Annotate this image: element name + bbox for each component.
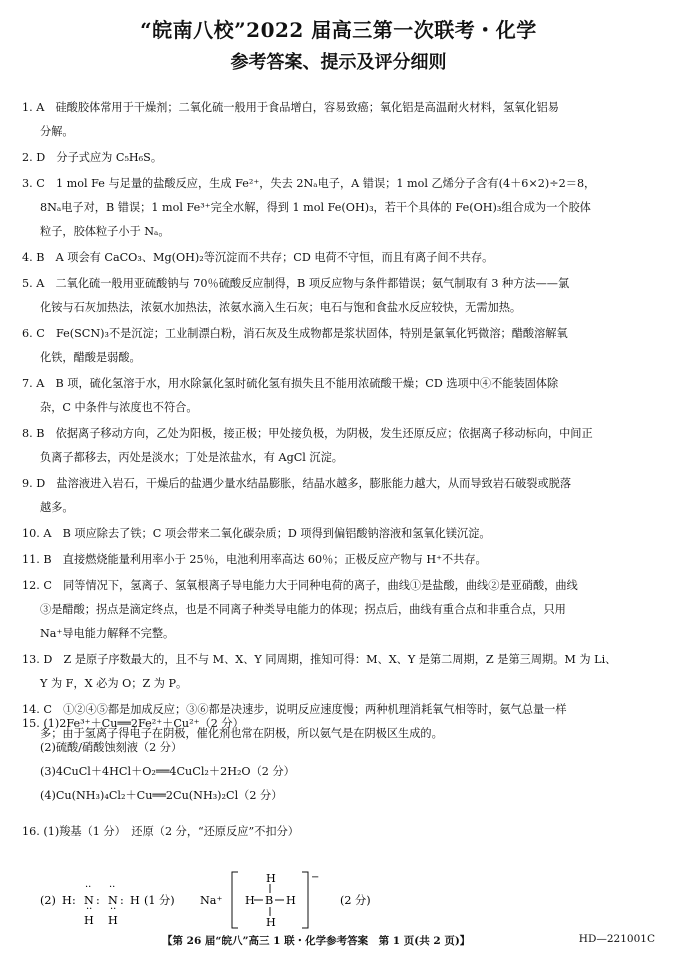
pair-dots: : — [120, 894, 124, 907]
answer-line: 8. B 依据离子移动方向，乙处为阳极，接正极；甲处接负极，为阴极，发生还原反应；依据离子移动标向，中间正 — [22, 427, 593, 440]
answer-line: ③是醋酸；拐点是滴定终点，也是不同离子种类导电能力的体现；拐点后，曲线有重合点和非重合点，只用 — [40, 603, 566, 616]
answer-item — [22, 96, 656, 144]
answer-line: 负离子都移去，丙处是淡水；丁处是浓盐水，有 AgCl 沉淀。 — [40, 451, 343, 464]
answer-line: 2. D 分子式应为 C₅H₆S。 — [22, 151, 163, 164]
bond-pair: ·· — [110, 904, 117, 915]
q15-part3: (3)4CuCl＋4HCl＋O₂══4CuCl₂＋2H₂O（2 分） — [40, 765, 295, 778]
answer-line: 9. D 盐溶液进入岩石，干燥后的盐遇少量水结晶膨胀，结晶水越多，膨胀能力越大，从而导致岩石破裂或脱落 — [22, 477, 572, 490]
answer-line: 14. C ①②④⑤都是加成反应；③⑥都是决速步，说明反应速度慢；两种机理消耗氧气相等时，氨气总量一样 — [22, 703, 567, 716]
answer-item — [22, 472, 656, 520]
bracket-right — [302, 872, 308, 928]
answer-line: 7. A B 项，硫化氢溶于水，用水除氯化氢时硫化氢有损失且不能用浓硫酸干燥；CD 选项中④不能装固体除 — [22, 377, 559, 390]
q16-score-2: (2 分) — [340, 894, 371, 907]
atom-h-left-b: H — [245, 894, 255, 907]
atom-h-right-b: H — [286, 894, 296, 907]
q16-score-1: (1 分) — [144, 894, 175, 907]
atom-n-2: N — [108, 894, 118, 907]
answer-line: 化铵与石灰加热法，浓氨水加热法，浓氨水滴入生石灰；电石与饱和食盐水反应较快，无需加热。 — [40, 301, 522, 314]
q16-part2-prefix: (2) — [40, 894, 56, 907]
atom-n-1: N — [84, 894, 94, 907]
atom-h-bottom-2: H — [108, 914, 118, 927]
answer-item — [22, 422, 656, 470]
atom-h-top: H — [266, 872, 276, 885]
answer-line: 4. B A 项会有 CaCO₃、Mg(OH)₂等沉淀而不共存；CD 电荷不守恒，而且有离子间不共存。 — [22, 251, 494, 264]
answer-line: Na⁺导电能力解释不完整。 — [40, 627, 175, 640]
answer-item — [22, 372, 656, 420]
answer-item — [22, 172, 656, 244]
answer-item — [22, 322, 656, 370]
lone-pair: ·· — [85, 882, 92, 893]
atom-h-bottom-1: H — [84, 914, 94, 927]
q15-part2: (2)硫酸/硝酸蚀刻液（2 分） — [40, 741, 183, 754]
answer-item — [22, 522, 656, 546]
page-title: “皖南八校”2022 届高三第一次联考・化学 — [140, 18, 537, 42]
answer-item — [22, 246, 656, 270]
answer-line: 5. A 二氧化硫一般用亚硫酸钠与 70％硫酸反应制得，B 项反应物与条件都错误；氨气制取有 3 种方法——氯 — [22, 277, 570, 290]
answer-line: 多；由于氢离子得电子在阴极，催化剂也常在阴极，所以氨气是在阴极区生成的。 — [40, 727, 443, 740]
answer-line: Y 为 F，X 必为 O；Z 为 P。 — [40, 677, 188, 690]
answer-item — [22, 648, 656, 696]
bond-pair: ·· — [86, 904, 93, 915]
q15-part1: 15. (1)2Fe³⁺＋Cu══2Fe²⁺＋Cu²⁺（2 分） — [22, 717, 244, 730]
lewis-structure-diagram — [40, 870, 400, 930]
answer-item — [22, 272, 656, 320]
answer-line: 越多。 — [40, 501, 74, 514]
atom-h-left: H — [62, 894, 72, 907]
answer-item — [22, 548, 656, 572]
answer-item — [22, 574, 656, 646]
answer-line: 粒子，胶体粒子小于 Nₐ。 — [40, 225, 170, 238]
answer-item — [22, 146, 656, 170]
answer-line: 化铁，醋酸是弱酸。 — [40, 351, 141, 364]
answer-line: 12. C 同等情况下，氢离子、氢氧根离子导电能力大于同种电荷的离子，曲线①是盐酸，曲线②是亚硝酸，曲线 — [22, 579, 578, 592]
q16-part1: 16. (1)羧基（1 分） 还原（2 分，“还原反应”不扣分） — [22, 825, 299, 838]
pair-dots: : — [72, 894, 76, 907]
atom-h-right: H — [130, 894, 140, 907]
lone-pair: ·· — [109, 882, 116, 893]
sodium-cation: Na⁺ — [200, 894, 223, 907]
answer-line: 8Nₐ电子对，B 错误；1 mol Fe³⁺完全水解，得到 1 mol Fe(OH)₃，若干个具体的 Fe(OH)₃组合成为一个胶体 — [40, 201, 591, 214]
answer-line: 11. B 直接燃烧能量利用率小于 25％，电池利用率高达 60％；正极反应产物与 H⁺不共存。 — [22, 553, 487, 566]
atom-h-bottom: H — [266, 916, 276, 929]
answer-line: 13. D Z 是原子序数最大的，且不与 M、X、Y 同周期，推知可得：M、X、Y 是第二周期，Z 是第三周期。M 为 Li、 — [22, 653, 617, 666]
bracket-left — [232, 872, 238, 928]
q16-part2-structures — [40, 870, 400, 930]
q15-part4: (4)Cu(NH₃)₄Cl₂＋Cu══2Cu(NH₃)₂Cl（2 分） — [40, 789, 283, 802]
footer-code: HD—221001C — [578, 933, 655, 945]
answer-line: 分解。 — [40, 125, 74, 138]
answer-line: 3. C 1 mol Fe 与足量的盐酸反应，生成 Fe²⁺，失去 2Nₐ电子，A 错误；1 mol 乙烯分子含有(4＋6×2)÷2＝8， — [22, 177, 596, 190]
answer-line: 1. A 硅酸胶体常用于干燥剂；二氧化硫一般用于食品增白，容易致癌；氧化铝是高温耐火材料，氢氧化铝易 — [22, 101, 559, 114]
charge-minus: − — [311, 872, 320, 883]
page-subtitle: 参考答案、提示及评分细则 — [230, 52, 447, 73]
answer-line: 杂，C 中条件与浓度也不符合。 — [40, 401, 198, 414]
atom-b: B — [265, 894, 274, 907]
footer-center: 【第 26 届“皖八”高三 1 联・化学参考答案 第 1 页(共 2 页)】 — [162, 935, 471, 947]
pair-dots: : — [96, 894, 100, 907]
answer-line: 6. C Fe(SCN)₃不是沉淀；工业制漂白粉，消石灰及生成物都是浆状固体，特别是氯氧化钙微溶；醋酸溶解氧 — [22, 327, 568, 340]
answer-line: 10. A B 项应除去了铁；C 项会带来二氧化碳杂质；D 项得到偏铝酸钠溶液和氢氧化镁沉淀。 — [22, 527, 491, 540]
